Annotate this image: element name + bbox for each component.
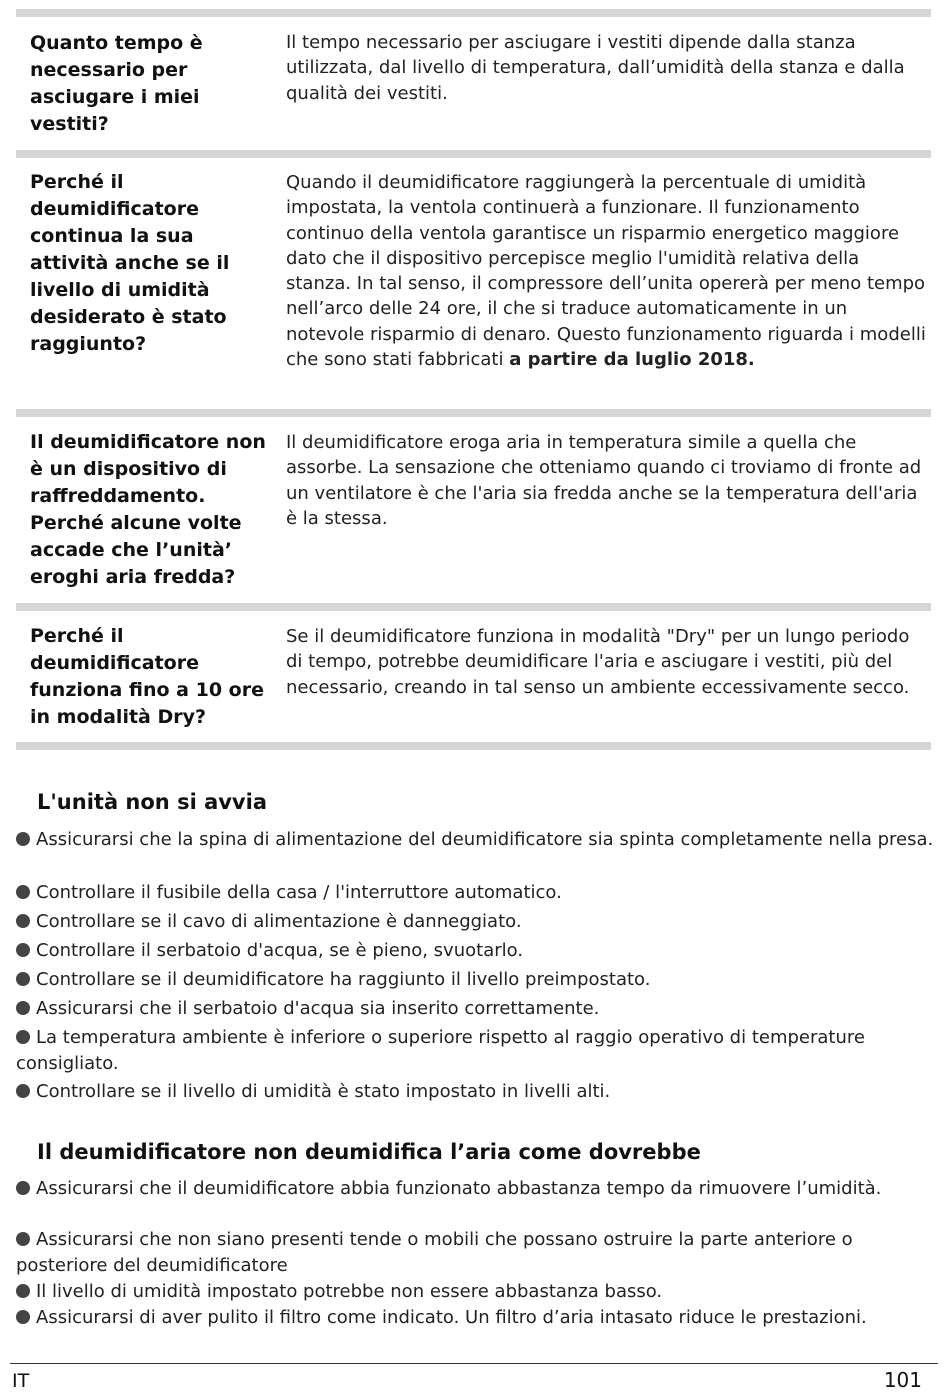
list-item: Assicurarsi che la spina di alimentazione del deumidificatore sia spinta completamente nella presa. — [16, 827, 934, 853]
list-item: Controllare il fusibile della casa / l'interruttore automatico. — [16, 880, 934, 906]
bullet-icon — [16, 1232, 30, 1246]
faq-question: Quanto tempo è necessario per asciugare i miei vestiti? — [30, 32, 203, 135]
bullet-icon — [16, 885, 30, 899]
footer-language: IT — [12, 1370, 30, 1392]
list-item: Assicurarsi che il serbatoio d'acqua sia inserito correttamente. — [16, 996, 934, 1022]
faq-question: Perché il deumidificatore funziona fino a 10 ore in modalità Dry? — [30, 625, 264, 728]
table-divider — [16, 409, 931, 417]
faq-question: Perché il deumidificatore continua la sua attività anche se il livello di umidità desiderato è stato raggiunto? — [30, 171, 230, 355]
faq-answer-bold: a partire da luglio 2018. — [509, 349, 755, 371]
bullet-icon — [16, 1030, 30, 1044]
section-heading: L'unità non si avvia — [37, 790, 267, 814]
list-item: Assicurarsi che il deumidificatore abbia funzionato abbastanza tempo da rimuovere l’umidità. — [16, 1176, 934, 1202]
page-number: 101 — [883, 1368, 922, 1392]
faq-answer: Il tempo necessario per asciugare i vestiti dipende dalla stanza utilizzata, dal livello di temperatura, dall’umidità della stanza e dalla qualità dei vestiti. — [286, 32, 905, 104]
list-item: Assicurarsi di aver pulito il filtro come indicato. Un filtro d’aria intasato riduce le prestazioni. — [16, 1305, 934, 1331]
table-divider — [16, 742, 931, 750]
bullet-icon — [16, 1084, 30, 1098]
bullet-icon — [16, 943, 30, 957]
footer-rule — [10, 1363, 938, 1364]
table-divider — [16, 9, 931, 17]
faq-answer: Il deumidificatore eroga aria in temperatura simile a quella che assorbe. La sensazione che otteniamo quando ci troviamo di fronte ad un ventilatore è che l'aria sia fredda anche se la temperatura dell'aria è la stessa. — [286, 432, 922, 529]
list-item: La temperatura ambiente è inferiore o superiore rispetto al raggio operativo di temperature consigliato. — [16, 1027, 865, 1074]
faq-answer-text: Quando il deumidificatore raggiungerà la percentuale di umidità impostata, la ventola continuerà a funzionare. Il funzionamento continuo della ventola garantisce un risparmio energetico maggiore dato che il dispositivo percepisce meglio l'umidità relativa della stanza. In tal senso, il compressore dell’unita opererà per meno tempo nell’arco delle 24 ore, il che si traduce automaticamente in un notevole risparmio di denaro. Questo funzionamento riguarda i modelli che sono stati fabbricati — [286, 172, 926, 371]
faq-answer — [286, 170, 926, 372]
bullet-icon — [16, 914, 30, 928]
bullet-icon — [16, 972, 30, 986]
list-item: Assicurarsi che non siano presenti tende o mobili che possano ostruire la parte anteriore o posteriore del deumidificatore — [16, 1229, 853, 1276]
section-heading: Il deumidificatore non deumidifica l’aria come dovrebbe — [37, 1140, 701, 1164]
bullet-icon — [16, 832, 30, 846]
list-item: Controllare se il deumidificatore ha raggiunto il livello preimpostato. — [16, 967, 934, 993]
table-divider — [16, 150, 931, 158]
bullet-icon — [16, 1284, 30, 1298]
faq-answer: Se il deumidificatore funziona in modalità "Dry" per un lungo periodo di tempo, potrebbe deumidificare l'aria e asciugare i vestiti, più del necessario, creando in tal senso un ambiente eccessivamente secco. — [286, 626, 910, 698]
list-item: Controllare se il cavo di alimentazione è danneggiato. — [16, 909, 934, 935]
table-divider — [16, 603, 931, 611]
list-item: Controllare il serbatoio d'acqua, se è pieno, svuotarlo. — [16, 938, 934, 964]
list-item: Il livello di umidità impostato potrebbe non essere abbastanza basso. — [16, 1279, 934, 1305]
list-item: Controllare se il livello di umidità è stato impostato in livelli alti. — [16, 1079, 934, 1105]
bullet-icon — [16, 1181, 30, 1195]
bullet-icon — [16, 1001, 30, 1015]
faq-question: Il deumidificatore non è un dispositivo di raffreddamento. Perché alcune volte accade che l’unità’ eroghi aria fredda? — [30, 431, 266, 588]
bullet-icon — [16, 1310, 30, 1324]
